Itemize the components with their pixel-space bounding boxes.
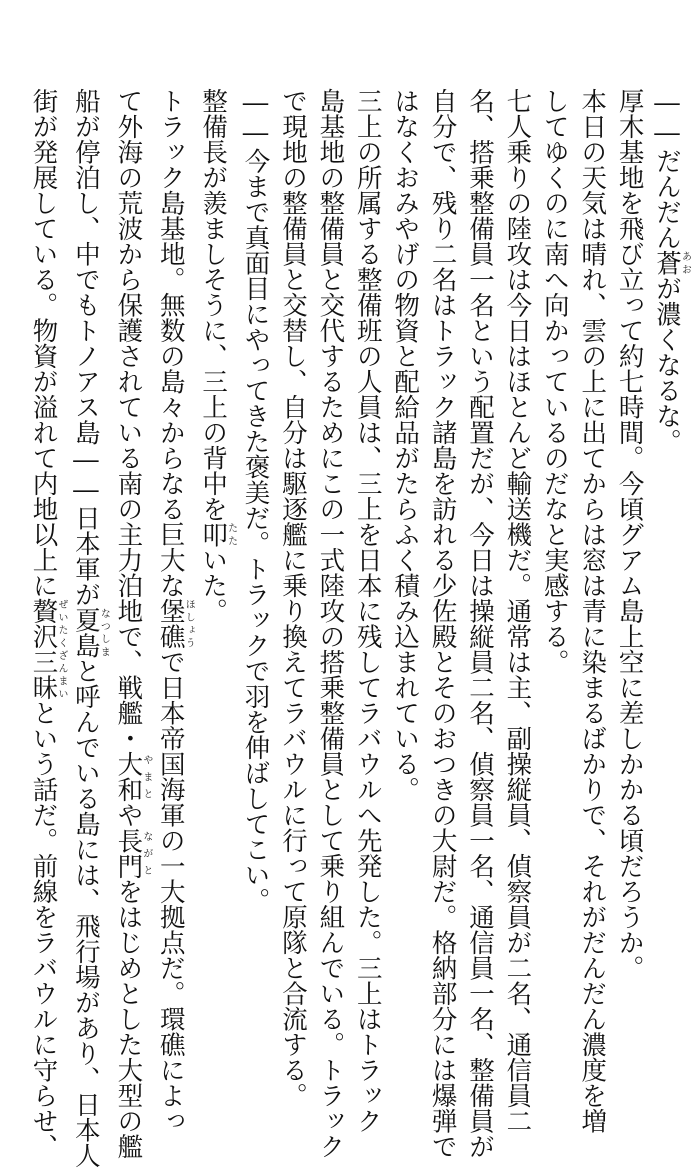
text-run: と呼んでいる島には、飛行場があり、日本人 — [70, 658, 101, 1168]
ruby-base: 夏島 — [70, 607, 101, 658]
text-line — [194, 88, 236, 993]
text-line — [535, 88, 572, 993]
ruby-base: 蒼 — [652, 250, 682, 276]
ruby-word — [198, 521, 237, 548]
text-line — [423, 88, 460, 1159]
ruby-reading: ぜいたくざんまい — [56, 598, 67, 700]
text-run: 島基地の整備員と交代するためにこの一式陸攻の搭乗整備員として乗り組んでいる。トラック — [315, 88, 346, 1159]
ruby-word — [113, 751, 152, 802]
text-run: 本日の天気は晴れ、雲の上に出てからは窓は青に染まるばかりで、それがだんだん濃度を増 — [577, 88, 608, 1134]
text-line — [274, 88, 311, 1108]
text-run: 街が発展している。物資が溢れて内地以上に — [28, 88, 59, 598]
ruby-base: 大和 — [113, 751, 144, 802]
ruby-word — [155, 598, 195, 649]
ruby-reading: あお — [679, 250, 691, 276]
text-run: はなくおみやげの物資と配給品がたらふく積み込まれている。 — [390, 88, 421, 802]
text-line — [236, 88, 273, 993]
ruby-reading: ほしょう — [183, 598, 195, 649]
text-run: 整備長が羨ましそうに、三上の背中を — [198, 88, 229, 522]
text-run: ――だんだん — [652, 88, 682, 250]
text-run: いた。 — [198, 547, 229, 624]
text-line — [348, 88, 385, 1134]
text-run: トラック島基地。無数の島々からなる巨大な — [155, 88, 186, 598]
text-line — [24, 88, 67, 1159]
text-run: 三上の所属する整備班の人員は、三上を日本に残してラバウルへ先発した。三上はトラック — [352, 88, 383, 1134]
text-line — [573, 88, 610, 1134]
ruby-reading: やまと — [140, 751, 152, 802]
ruby-reading: なつしま — [98, 607, 110, 658]
vertical-text-body — [5, 88, 691, 1168]
text-run: が濃くなるな。 — [652, 275, 682, 454]
text-run: という話だ。前線をラバウルに守らせ、 — [28, 700, 59, 1159]
ruby-base: 長門 — [113, 827, 144, 879]
ruby-word — [113, 827, 152, 879]
ruby-word — [70, 607, 110, 658]
ruby-base: 堡礁 — [155, 598, 186, 649]
text-run: て外海の荒波から保護されている南の主力泊地で、戦艦・ — [113, 88, 144, 751]
ruby-reading: たた — [225, 521, 237, 547]
text-line — [461, 88, 498, 1159]
text-run: で現地の整備員と交替し、自分は駆逐艦に乗り換えてラバウルに行って原隊と合流する。 — [277, 88, 308, 1108]
text-line — [67, 88, 110, 1168]
text-run: 船が停泊し、中でもトノアス島――日本軍が — [70, 88, 101, 607]
text-run: 名、搭乗整備員一名という配置だが、今日は操縦員二名、偵察員一名、通信員一名、整備員が — [464, 88, 495, 1159]
text-line — [386, 88, 423, 993]
text-run: してゆくのに南へ向かっているのだなと実感する。 — [539, 88, 570, 675]
ruby-word — [652, 250, 691, 276]
text-line — [109, 88, 152, 1159]
text-line — [498, 88, 535, 1134]
text-line — [610, 88, 647, 993]
text-run: で日本帝国海軍の一大拠点だ。環礁によっ — [155, 649, 186, 1134]
text-run: や — [113, 802, 144, 828]
text-run: 厚木基地を飛び立って約七時間。今頃グアム島上空に差しかかる頃だろうか。 — [614, 88, 645, 981]
text-run: ――今まで真面目にやってきた褒美だ。トラックで羽を伸ばしてこい。 — [240, 88, 271, 913]
text-run: 自分で、残り二名はトラック諸島を訪れる少佐殿とそのおつきの大尉だ。格納部分には爆弾で — [427, 88, 458, 1159]
text-run: 七人乗りの陸攻は今日はほとんど輸送機だ。通常は主、副操縦員、偵察員が二名、通信員二 — [502, 88, 533, 1134]
ruby-reading: ながと — [140, 827, 152, 879]
text-line — [311, 88, 348, 1159]
ruby-base: 叩 — [198, 521, 229, 547]
ruby-word — [28, 598, 67, 700]
text-line — [151, 88, 195, 1134]
ruby-base: 贅沢三昧 — [28, 598, 59, 700]
text-line — [648, 88, 690, 993]
text-run: をはじめとした大型の艦 — [113, 878, 144, 1159]
